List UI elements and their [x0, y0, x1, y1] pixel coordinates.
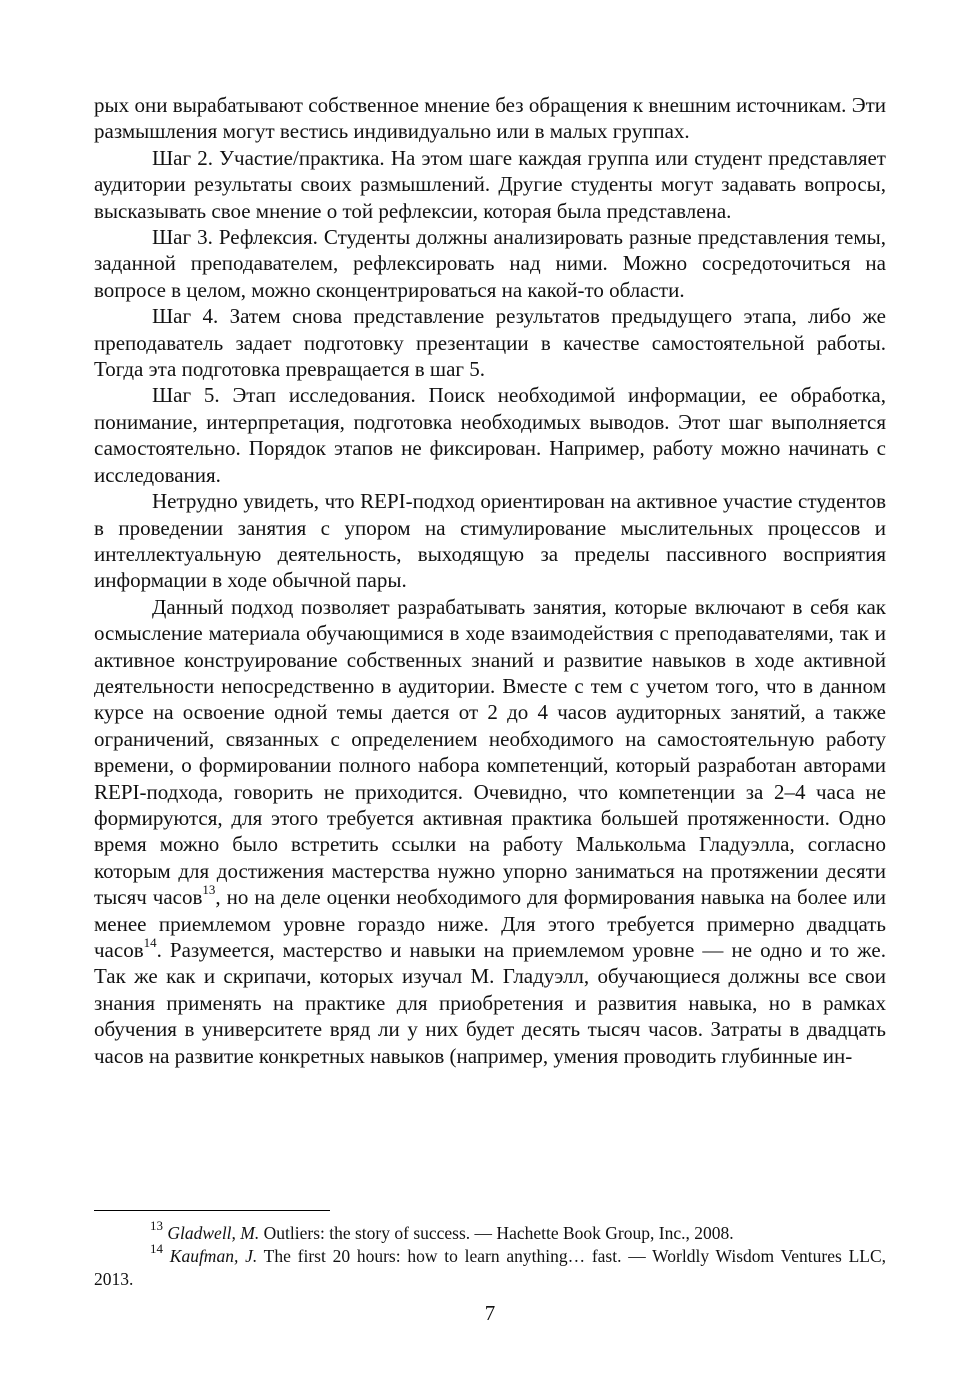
paragraph-step-4: Шаг 4. Затем снова представление результатов предыдущего этапа, либо же преподаватель задает подготовку презентации в качестве самостоятельной работы. Тогда эта подготовка превращается в шаг 5.	[94, 304, 886, 382]
footnote-item	[94, 1241, 886, 1291]
paragraph-text-part: Данный подход позволяет разрабатывать занятия, которые включают в себя как осмысление материала обучающимися в ходе взаимодействия с преподавателями, так и активное конструирование собственных знаний и развитие навыков в ходе активной деятельности непосредственно в аудитории. Вместе с тем с учетом того, что в данном курсе на освоение одной темы дается от 2 до 4 часов аудиторных занятий, а также ограничений, связанных с определением необходимого на самостоятельную работу времени, о формировании полного набора компетенций, который разработан авторами REPI-подхода, говорить не приходится. Очевидно, что компетенции за 2–4 часа не формируются, для этого требуется активная практика большей протяженности. Одно время можно было встретить ссылки на работу Малькольма Гладуэлла, согласно которым для достижения мастерства нужно упорно заниматься на протяжении десяти тысяч часов	[94, 594, 886, 910]
page-number: 7	[484, 1301, 496, 1325]
paragraph-step-3: Шаг 3. Рефлексия. Студенты должны анализировать разные представления темы, заданной преподавателем, рефлексировать над ними. Можно сосредоточиться на вопросе в целом, можно сконцентрироваться на какой-то области.	[94, 225, 886, 302]
paragraph-step-5: Шаг 5. Этап исследования. Поиск необходимой информации, ее обработка, понимание, интерпретация, подготовка необходимых выводов. Этот шаг выполняется самостоятельно. Порядок этапов не фиксирован. Например, работу можно начинать с исследования.	[94, 383, 886, 487]
footnote-text: The first 20 hours: how to learn anything… fast. — Worldly Wisdom Ventures LLC, 2013.	[94, 1246, 886, 1289]
footnote-number: 14	[150, 1241, 163, 1257]
footnote-text: Outliers: the story of success. — Hachette Book Group, Inc., 2008.	[259, 1223, 734, 1243]
footnote-number: 13	[150, 1218, 163, 1234]
footnote-reference-13: 13	[202, 882, 216, 898]
footnote-author: Gladwell, M.	[167, 1223, 260, 1243]
paragraph-text-part: . Разумеется, мастерство и навыки на приемлемом уровне — не одно и то же. Так же как и скрипачи, которых изучал М. Гладуэлл, обучающиеся должны все свои знания применять на практике для приобретения и развития навыка, но в рамках обучения в университете вряд ли у них будет десять тысяч часов. Затраты в двадцать часов на развитие конкретных навыков (например, умения проводить глубинные ин-	[94, 938, 886, 1068]
footnote-divider	[94, 1210, 330, 1211]
paragraph-continuation: рых они вырабатывают собственное мнение без обращения к внешним источникам. Эти размышления могут вестись индивидуально или в малых группах.	[94, 93, 886, 144]
paragraph-step-2: Шаг 2. Участие/практика. На этом шаге каждая группа или студент представляет аудитории результаты своих размышлений. Другие студенты могут задавать вопросы, высказывать свое мнение о той рефлексии, которая была представлена.	[94, 145, 886, 223]
paragraph-approach-discussion	[94, 594, 886, 1069]
footnotes	[94, 1218, 886, 1291]
footnote-author: Kaufman, J.	[169, 1246, 258, 1266]
footnote-item	[94, 1218, 886, 1245]
body-text	[94, 92, 886, 1069]
paragraph-repi-summary: Нетрудно увидеть, что REPI-подход ориентирован на активное участие студентов в проведении занятия с упором на стимулирование мыслительных процессов и интеллектуальную деятельность, выходящую за пределы пассивного восприятия информации в ходе обычной пары.	[94, 489, 886, 593]
footnote-reference-14: 14	[143, 935, 157, 950]
paragraph-text-part: , но на деле оценки необходимого для формирования навыка на более или менее приемлемом уровне гораздо ниже. Для этого требуется примерно двадцать часов	[94, 885, 886, 962]
